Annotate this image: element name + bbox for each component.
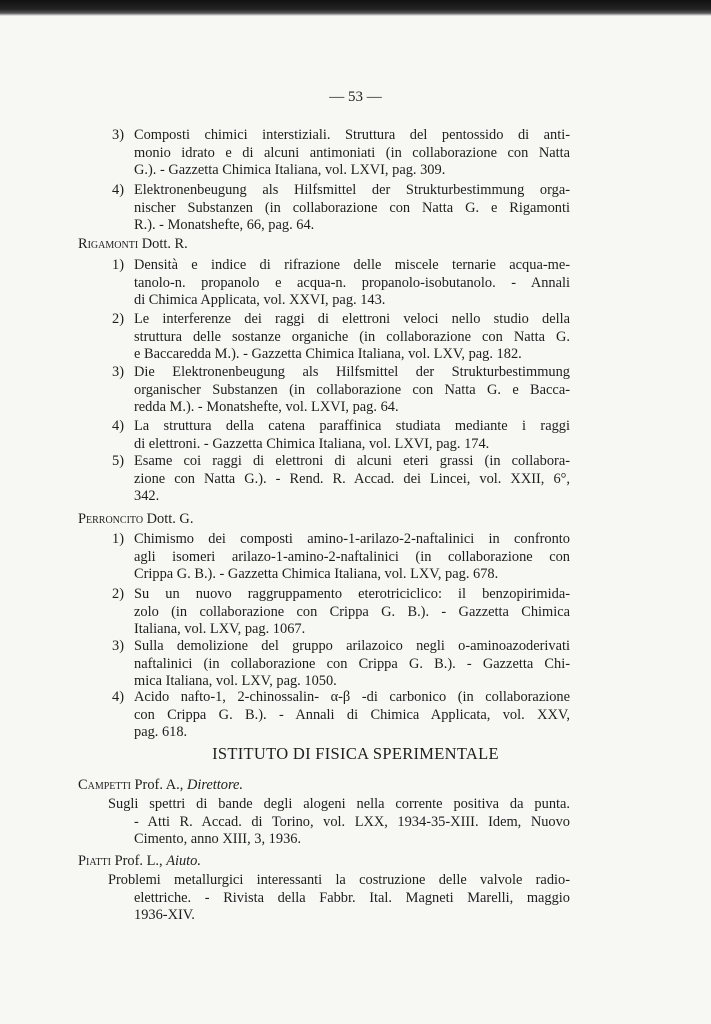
entry-line: G.). - Gazzetta Chimica Italiana, vol. LXVI, pag. 309.: [134, 162, 446, 178]
entry-line: Acido nafto-1, 2-chinossalin- α-β -di carbonico (in collaborazione: [134, 689, 570, 705]
entry-number: 1): [112, 257, 124, 273]
entry-number: 3): [112, 638, 124, 654]
entry-line: elettriche. - Rivista della Fabbr. Ital. Magneti Marelli, maggio: [134, 889, 570, 906]
author-heading: [78, 511, 193, 529]
entry-line: 1936-XIV.: [134, 907, 195, 923]
entry-number: 2): [112, 586, 124, 602]
entry-line: Problemi metallurgici interessanti la costruzione delle valvole radio-: [108, 872, 570, 888]
author-role: Direttore.: [186, 777, 244, 793]
publication-entry: [108, 872, 570, 925]
entry-line: Su un nuovo raggruppamento eterotriciclico: il benzopirimida-: [134, 586, 570, 602]
publication-entry: [112, 257, 570, 310]
entry-line: nischer Substanzen (in collaborazione con Natta G. e Rigamonti: [134, 199, 570, 216]
entry-line: di Chimica Applicata, vol. XXVI, pag. 143.: [134, 292, 386, 308]
entry-number: 2): [112, 311, 124, 327]
entry-line: Le interferenze dei raggi di elettroni veloci nello studio della: [134, 311, 570, 327]
entry-line: Italiana, vol. LXV, pag. 1067.: [134, 621, 306, 637]
author-heading: [78, 777, 243, 795]
entry-line: redda M.). - Monatshefte, vol. LXVI, pag. 64.: [134, 399, 399, 415]
entry-line: di elettroni. - Gazzetta Chimica Italiana, vol. LXVI, pag. 174.: [134, 435, 490, 452]
entry-line: R.). - Monatshefte, 66, pag. 64.: [134, 217, 315, 233]
entry-line: Sulla demolizione del gruppo arilazoico negli o-aminoazoderivati: [134, 638, 570, 654]
entry-line: struttura delle sostanze organiche (in collaborazione con Natta G.: [134, 328, 570, 345]
entry-line: Cimento, anno XIII, 3, 1936.: [134, 831, 302, 847]
author-name: Piatti: [78, 853, 111, 869]
entry-line: Esame coi raggi di elettroni di alcuni eteri grassi (in collabora-: [134, 453, 570, 469]
author-role: Aiuto.: [166, 853, 201, 869]
entry-line: Densità e indice di rifrazione delle miscele ternarie acqua-me-: [134, 257, 570, 273]
entry-line: Die Elektronenbeugung als Hilfsmittel der Strukturbestimmung: [134, 364, 570, 380]
entry-number: 3): [112, 364, 124, 380]
author-name: Campetti: [78, 777, 131, 793]
publication-entry: [112, 638, 570, 691]
entry-line: La struttura della catena paraffinica studiata mediante i raggi: [134, 418, 570, 434]
author-heading: [78, 853, 201, 871]
publication-entry: [112, 689, 570, 742]
entry-line: Composti chimici interstiziali. Struttura del pentossido di anti-: [134, 127, 570, 143]
publication-entry: [112, 586, 570, 639]
publication-entry: [112, 531, 570, 584]
entry-line: tanolo-n. propanolo e acqua-n. propanolo-isobutanolo. - Annali: [134, 274, 570, 291]
entry-line: zione con Natta G.). - Rend. R. Accad. dei Lincei, vol. XXII, 6°,: [134, 470, 570, 487]
publication-entry: [112, 311, 570, 364]
entry-line: con Crippa G. B.). - Annali di Chimica Applicata, vol. XXV,: [134, 706, 570, 723]
entry-number: 4): [112, 182, 124, 198]
entry-line: Crippa G. B.). - Gazzetta Chimica Italiana, vol. LXV, pag. 678.: [134, 566, 499, 582]
entry-line: e Baccaredda M.). - Gazzetta Chimica Italiana, vol. LXV, pag. 182.: [134, 346, 522, 362]
entry-line: monio idrato e di alcuni antimoniati (in collaborazione con Natta: [134, 144, 570, 161]
entry-line: organischer Substanzen (in collaborazione con Natta G. e Bacca-: [134, 381, 570, 398]
entry-number: 5): [112, 453, 124, 469]
author-title: Dott. R.: [141, 236, 188, 252]
entry-line: agli isomeri arilazo-1-amino-2-naftalinici (in collaborazione con: [134, 548, 570, 565]
entry-number: 4): [112, 418, 124, 434]
entry-line: zolo (in collaborazione con Crippa G. B.). - Gazzetta Chimica: [134, 603, 570, 620]
author-title: Prof. L.,: [114, 853, 163, 869]
author-name: Perroncito: [78, 511, 144, 527]
entry-line: mica Italiana, vol. LXV, pag. 1050.: [134, 673, 337, 689]
author-title: Dott. G.: [146, 511, 194, 527]
publication-entry: [112, 182, 570, 235]
entry-line: naftalinici (in collaborazione con Crippa G. B.). - Gazzetta Chi-: [134, 655, 570, 672]
entry-line: Chimismo dei composti amino-1-arilazo-2-naftalinici in confronto: [134, 531, 570, 547]
entry-number: 3): [112, 127, 124, 143]
entry-line: pag. 618.: [134, 724, 188, 740]
author-heading: [78, 236, 188, 254]
entry-line: Sugli spettri di bande degli alogeni nella corrente positiva da punta.: [108, 796, 570, 812]
entry-line: Elektronenbeugung als Hilfsmittel der Strukturbestimmung orga-: [134, 182, 570, 198]
publication-entry: [108, 796, 570, 849]
publication-entry: [112, 127, 570, 180]
publication-entry: [112, 453, 570, 506]
publication-entry: [112, 418, 570, 453]
entry-line: 342.: [134, 488, 160, 504]
author-name: Rigamonti: [78, 236, 139, 252]
page-number: — 53 —: [329, 89, 382, 105]
entry-line: - Atti R. Accad. di Torino, vol. LXX, 1934-35-XIII. Idem, Nuovo: [134, 813, 570, 830]
entry-number: 1): [112, 531, 124, 547]
section-title: ISTITUTO DI FISICA SPERIMENTALE: [212, 744, 499, 763]
entry-number: 4): [112, 689, 124, 705]
publication-entry: [112, 364, 570, 417]
author-title: Prof. A.,: [134, 777, 184, 793]
